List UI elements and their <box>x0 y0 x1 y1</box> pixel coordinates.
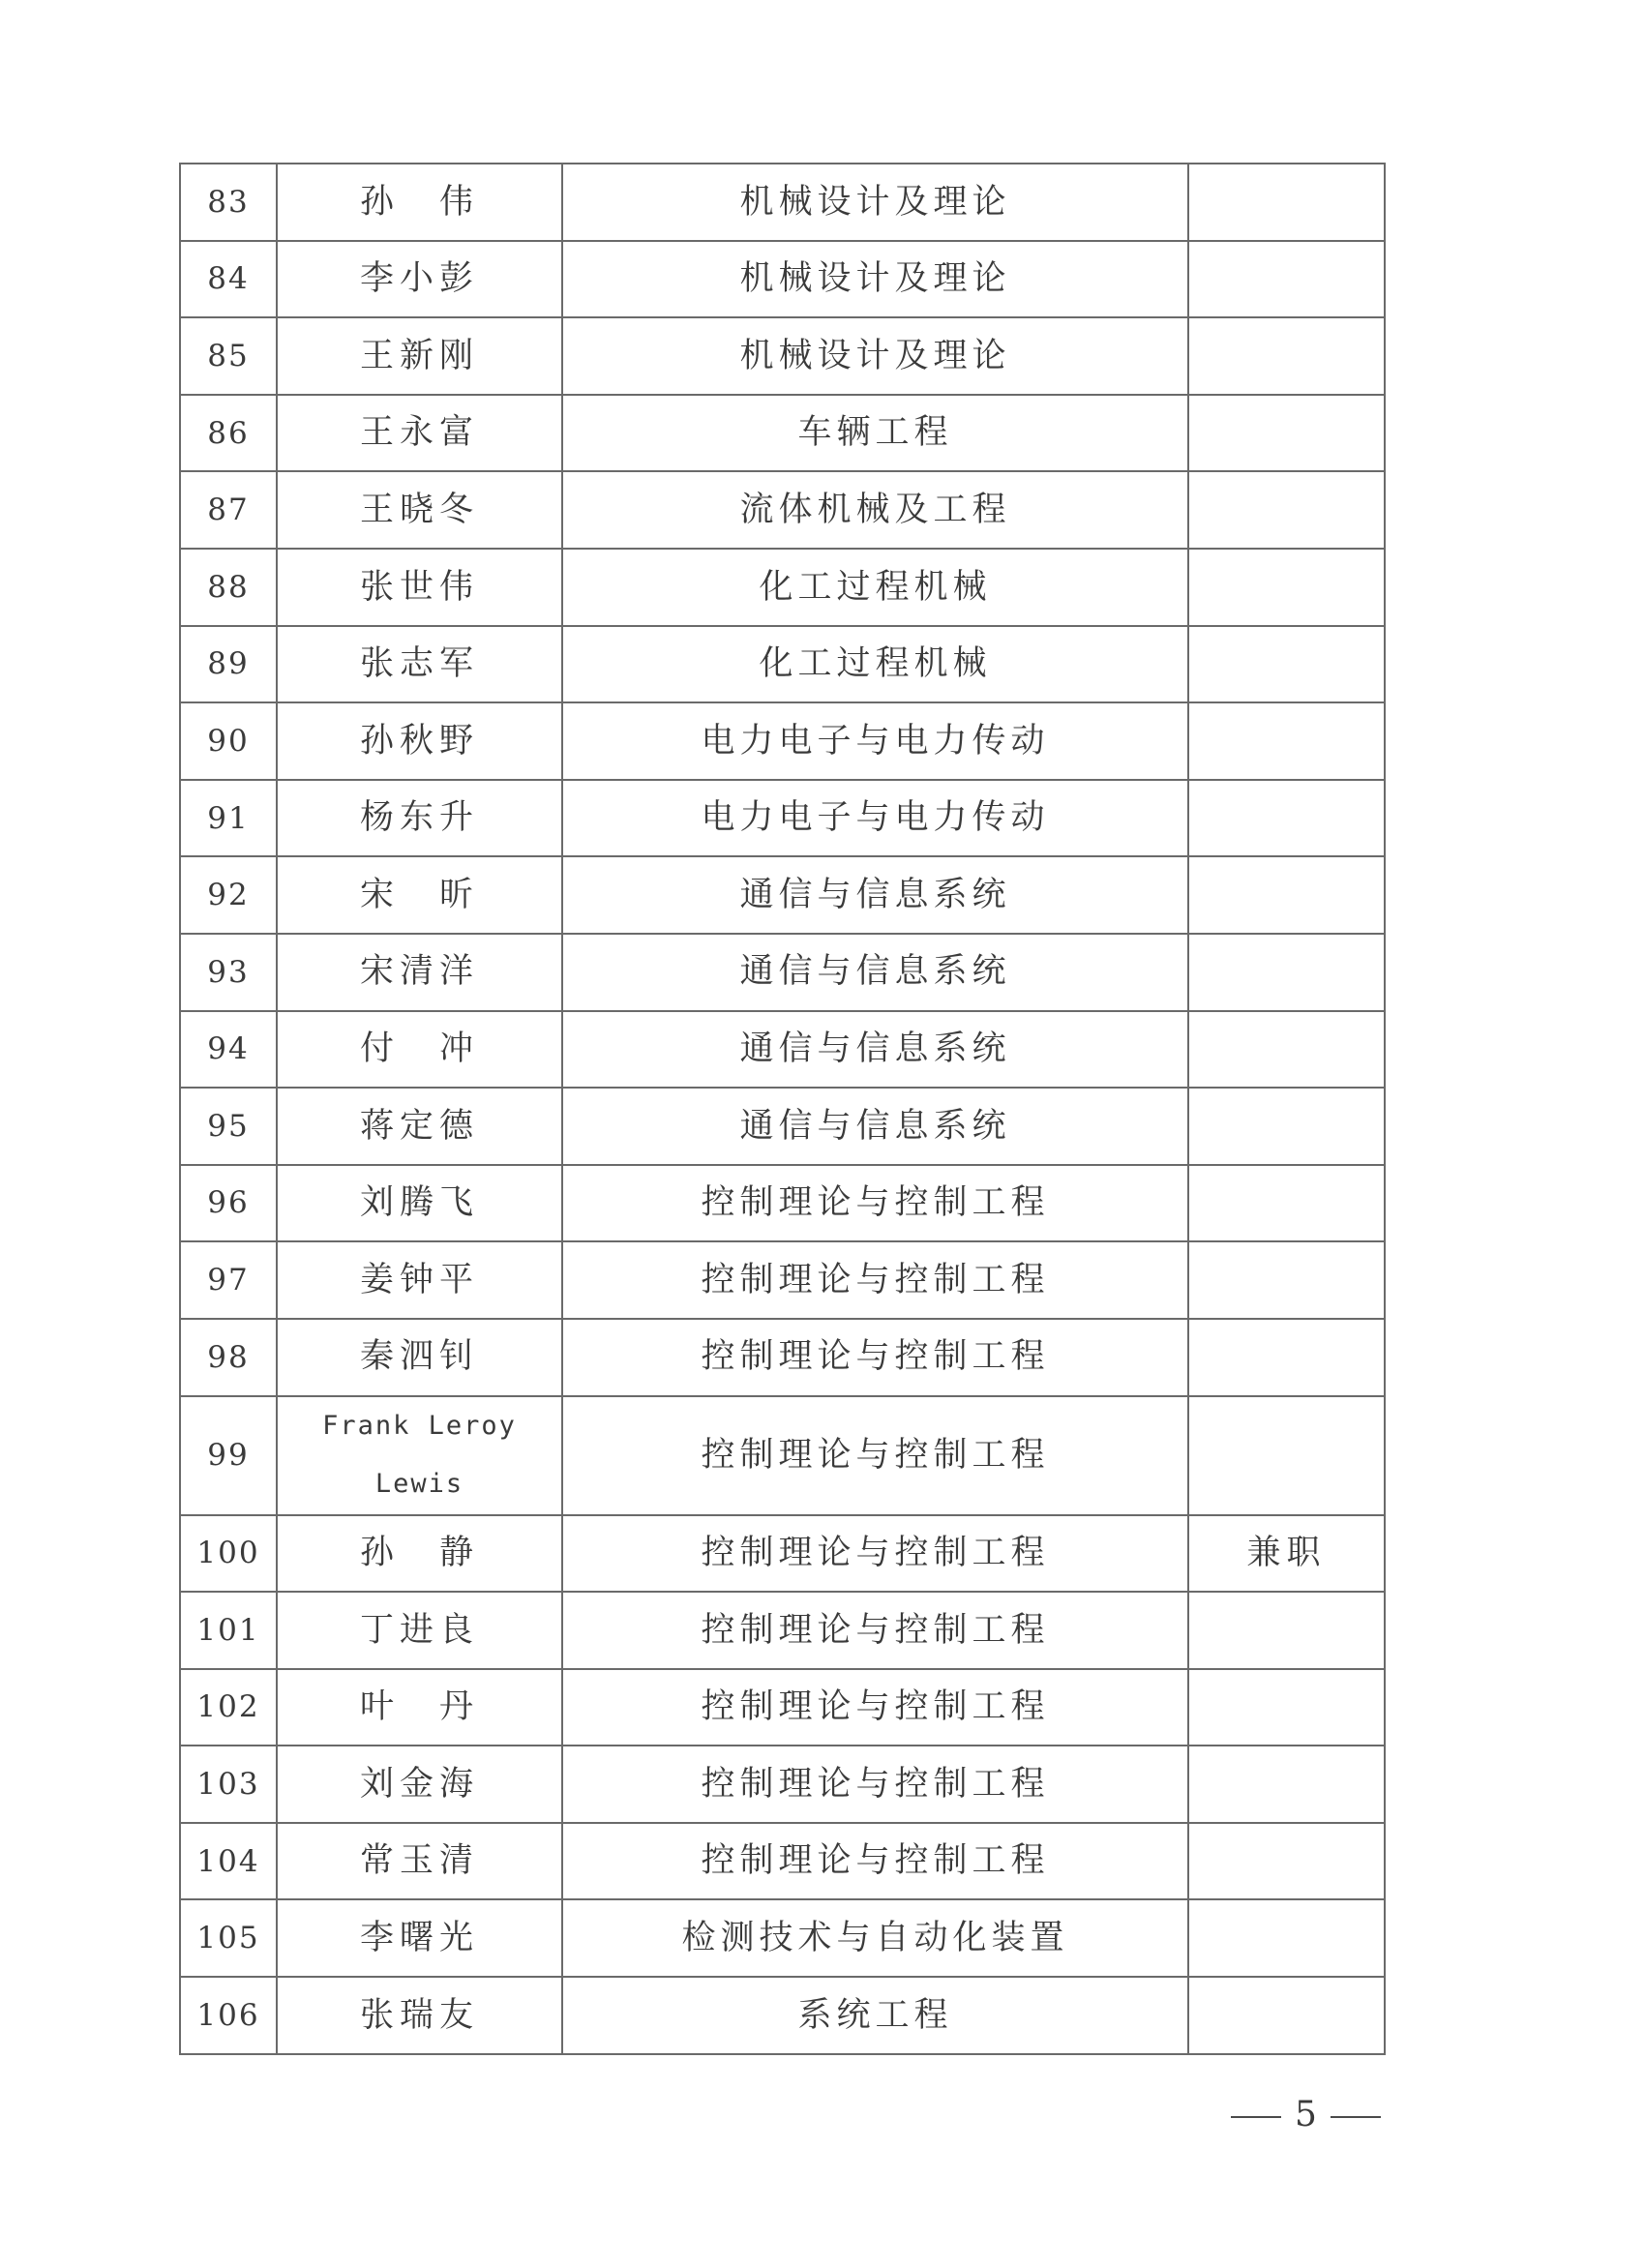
major-name: 检测技术与自动化装置 <box>562 1899 1188 1977</box>
table-row <box>180 395 1385 472</box>
remark <box>1188 626 1385 703</box>
person-name-line2: Lewis <box>374 1469 464 1499</box>
row-number: 85 <box>180 317 277 395</box>
table-row <box>180 1823 1385 1900</box>
remark <box>1188 856 1385 934</box>
table-row <box>180 1515 1385 1593</box>
major-name: 流体机械及工程 <box>562 471 1188 549</box>
remark <box>1188 164 1385 241</box>
person-name: 孙秋野 <box>277 702 562 780</box>
person-name: 丁进良 <box>277 1592 562 1669</box>
dash-right <box>1331 2116 1381 2118</box>
dash-left <box>1231 2116 1281 2118</box>
row-number: 93 <box>180 934 277 1011</box>
major-name: 机械设计及理论 <box>562 241 1188 318</box>
major-name: 控制理论与控制工程 <box>562 1515 1188 1593</box>
table-row <box>180 856 1385 934</box>
major-name: 通信与信息系统 <box>562 934 1188 1011</box>
remark <box>1188 702 1385 780</box>
row-number: 95 <box>180 1088 277 1165</box>
table-row <box>180 1088 1385 1165</box>
row-number: 99 <box>180 1396 277 1515</box>
person-name: 王晓冬 <box>277 471 562 549</box>
row-number: 104 <box>180 1823 277 1900</box>
remark <box>1188 1396 1385 1515</box>
row-number: 103 <box>180 1746 277 1823</box>
person-name: 宋 昕 <box>277 856 562 934</box>
remark <box>1188 471 1385 549</box>
person-name: 秦泗钊 <box>277 1319 562 1396</box>
major-name: 通信与信息系统 <box>562 856 1188 934</box>
person-name: 常玉清 <box>277 1823 562 1900</box>
major-name: 控制理论与控制工程 <box>562 1669 1188 1746</box>
major-name: 控制理论与控制工程 <box>562 1746 1188 1823</box>
row-number: 101 <box>180 1592 277 1669</box>
row-number: 94 <box>180 1011 277 1089</box>
remark <box>1188 1823 1385 1900</box>
person-name: 刘腾飞 <box>277 1165 562 1242</box>
person-name: 蒋定德 <box>277 1088 562 1165</box>
table-row <box>180 1165 1385 1242</box>
major-name: 通信与信息系统 <box>562 1011 1188 1089</box>
table-row <box>180 934 1385 1011</box>
remark: 兼职 <box>1188 1515 1385 1593</box>
major-name: 化工过程机械 <box>562 549 1188 626</box>
remark <box>1188 1241 1385 1319</box>
table-row <box>180 549 1385 626</box>
row-number: 88 <box>180 549 277 626</box>
remark <box>1188 1319 1385 1396</box>
row-number: 106 <box>180 1977 277 2054</box>
table-row <box>180 626 1385 703</box>
remark <box>1188 395 1385 472</box>
major-name: 车辆工程 <box>562 395 1188 472</box>
table-row <box>180 317 1385 395</box>
remark <box>1188 780 1385 857</box>
person-name: 张瑞友 <box>277 1977 562 2054</box>
person-name: 王新刚 <box>277 317 562 395</box>
remark <box>1188 1165 1385 1242</box>
table-row <box>180 1011 1385 1089</box>
table-row <box>180 1396 1385 1515</box>
person-name: 孙 静 <box>277 1515 562 1593</box>
row-number: 86 <box>180 395 277 472</box>
remark <box>1188 1592 1385 1669</box>
remark <box>1188 1899 1385 1977</box>
remark <box>1188 1977 1385 2054</box>
remark <box>1188 1011 1385 1089</box>
staff-table <box>179 163 1386 2055</box>
table-row <box>180 1899 1385 1977</box>
person-name: 孙 伟 <box>277 164 562 241</box>
page-footer <box>1217 2095 1394 2134</box>
person-name-line1: Frank Leroy <box>322 1411 517 1441</box>
major-name: 控制理论与控制工程 <box>562 1396 1188 1515</box>
table-row <box>180 780 1385 857</box>
table-row <box>180 1977 1385 2054</box>
table-row <box>180 1746 1385 1823</box>
person-name: 王永富 <box>277 395 562 472</box>
row-number: 105 <box>180 1899 277 1977</box>
row-number: 83 <box>180 164 277 241</box>
major-name: 通信与信息系统 <box>562 1088 1188 1165</box>
remark <box>1188 241 1385 318</box>
table-row <box>180 164 1385 241</box>
major-name: 控制理论与控制工程 <box>562 1241 1188 1319</box>
row-number: 98 <box>180 1319 277 1396</box>
major-name: 控制理论与控制工程 <box>562 1592 1188 1669</box>
remark <box>1188 1746 1385 1823</box>
row-number: 84 <box>180 241 277 318</box>
remark <box>1188 317 1385 395</box>
table-row <box>180 1592 1385 1669</box>
row-number: 92 <box>180 856 277 934</box>
row-number: 89 <box>180 626 277 703</box>
major-name: 电力电子与电力传动 <box>562 702 1188 780</box>
major-name: 机械设计及理论 <box>562 164 1188 241</box>
table-row <box>180 241 1385 318</box>
remark <box>1188 549 1385 626</box>
major-name: 机械设计及理论 <box>562 317 1188 395</box>
person-name: 宋清洋 <box>277 934 562 1011</box>
row-number: 90 <box>180 702 277 780</box>
table-row <box>180 1241 1385 1319</box>
person-name: 张志军 <box>277 626 562 703</box>
row-number: 102 <box>180 1669 277 1746</box>
person-name: 李曙光 <box>277 1899 562 1977</box>
remark <box>1188 1088 1385 1165</box>
major-name: 化工过程机械 <box>562 626 1188 703</box>
major-name: 电力电子与电力传动 <box>562 780 1188 857</box>
person-name: 张世伟 <box>277 549 562 626</box>
person-name <box>277 1396 562 1515</box>
person-name: 付 冲 <box>277 1011 562 1089</box>
table-row <box>180 1669 1385 1746</box>
row-number: 97 <box>180 1241 277 1319</box>
table-row <box>180 702 1385 780</box>
row-number: 91 <box>180 780 277 857</box>
major-name: 系统工程 <box>562 1977 1188 2054</box>
table-row <box>180 471 1385 549</box>
person-name: 李小彭 <box>277 241 562 318</box>
remark <box>1188 934 1385 1011</box>
major-name: 控制理论与控制工程 <box>562 1319 1188 1396</box>
major-name: 控制理论与控制工程 <box>562 1823 1188 1900</box>
person-name: 杨东升 <box>277 780 562 857</box>
person-name: 姜钟平 <box>277 1241 562 1319</box>
major-name: 控制理论与控制工程 <box>562 1165 1188 1242</box>
table-row <box>180 1319 1385 1396</box>
page-number: 5 <box>1295 2095 1317 2134</box>
remark <box>1188 1669 1385 1746</box>
row-number: 100 <box>180 1515 277 1593</box>
row-number: 96 <box>180 1165 277 1242</box>
row-number: 87 <box>180 471 277 549</box>
person-name: 刘金海 <box>277 1746 562 1823</box>
person-name: 叶 丹 <box>277 1669 562 1746</box>
